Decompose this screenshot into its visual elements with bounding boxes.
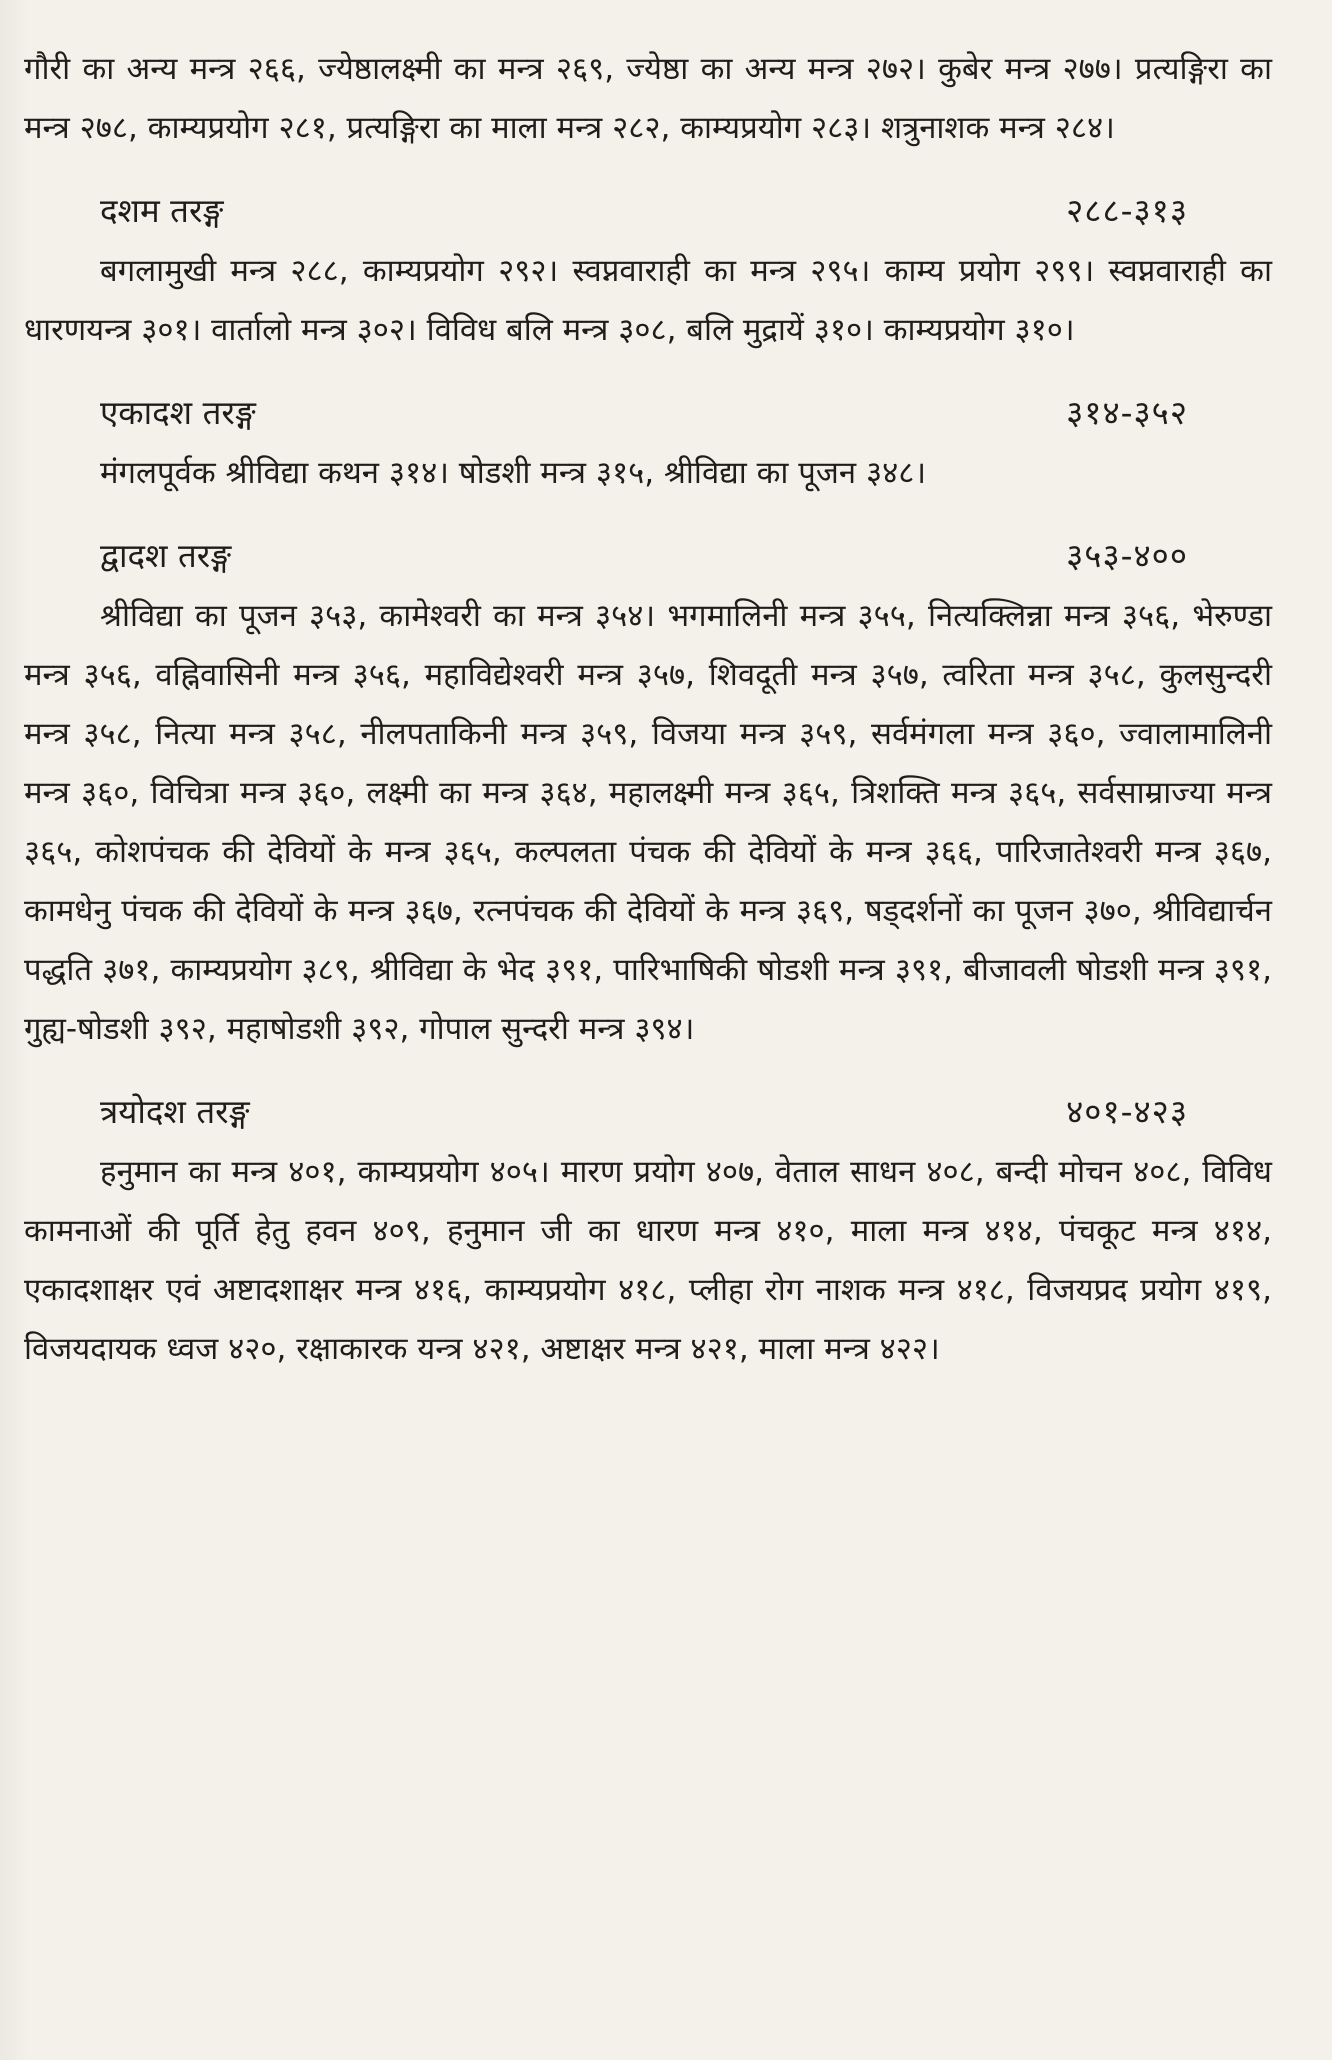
section-paragraph: हनुमान का मन्त्र ४०१, काम्यप्रयोग ४०५। मारण प्रयोग ४०७, वेताल साधन ४०८, बन्दी मोचन ४०८, विविध कामनाओं की पूर्ति हेतु हवन ४०९, हनुमान जी का धारण मन्त्र ४१०, माला मन्त्र ४१४, पंचकूट मन्त्र ४१४, एकादशाक्षर एवं अष्टादशाक्षर मन्त्र ४१६, काम्यप्रयोग ४१८, प्लीहा रोग नाशक मन्त्र ४१८, विजयप्रद प्रयोग ४१९, विजयदायक ध्वज ४२०, रक्षाकारक यन्त्र ४२१, अष्टाक्षर मन्त्र ४२१, माला मन्त्र ४२२। [24,1154,1272,1367]
section-title: दशम तरङ्ग [100,191,224,230]
section-heading [24,527,1272,585]
section-title: द्वादश तरङ्ग [100,536,232,575]
section-title: त्रयोदश तरङ्ग [100,1092,250,1131]
section-heading [24,1083,1272,1141]
section-paragraph: श्रीविद्या का पूजन ३५३, कामेश्वरी का मन्त्र ३५४। भगमालिनी मन्त्र ३५५, नित्यक्लिन्ना मन्त्र ३५६, भेरुण्डा मन्त्र ३५६, वह्निवासिनी मन्त्र ३५६, महाविद्येश्वरी मन्त्र ३५७, शिवदूती मन्त्र ३५७, त्वरिता मन्त्र ३५८, कुलसुन्दरी मन्त्र ३५८, नित्या मन्त्र ३५८, नीलपताकिनी मन्त्र ३५९, विजया मन्त्र ३५९, सर्वमंगला मन्त्र ३६०, ज्वालामालिनी मन्त्र ३६०, विचित्रा मन्त्र ३६०, लक्ष्मी का मन्त्र ३६४, महालक्ष्मी मन्त्र ३६५, त्रिशक्ति मन्त्र ३६५, सर्वसाम्राज्या मन्त्र ३६५, कोशपंचक की देवियों के मन्त्र ३६५, कल्पलता पंचक की देवियों के मन्त्र ३६६, पारिजातेश्वरी मन्त्र ३६७, कामधेनु पंचक की देवियों के मन्त्र ३६७, रत्नपंचक की देवियों के मन्त्र ३६९, षड्दर्शनों का पूजन ३७०, श्रीविद्यार्चन पद्धति ३७१, काम्यप्रयोग ३८९, श्रीविद्या के भेद ३९१, पारिभाषिकी षोडशी मन्त्र ३९१, बीजावली षोडशी मन्त्र ३९१, गुह्य-षोडशी ३९२, महाषोडशी ३९२, गोपाल सुन्दरी मन्त्र ३९४। [24,598,1272,1047]
section-dwadash [24,527,1272,1059]
section-heading [24,384,1272,442]
page-range: ३१४-३५२ [1066,393,1188,432]
section-dasham [24,182,1272,360]
page-range: ३५३-४०० [1066,536,1188,575]
section-paragraph: बगलामुखी मन्त्र २८८, काम्यप्रयोग २९२। स्वप्नवाराही का मन्त्र २९५। काम्य प्रयोग २९९। स्वप्नवाराही का धारणयन्त्र ३०१। वार्तालो मन्त्र ३०२। विविध बलि मन्त्र ३०८, बलि मुद्रायें ३१०। काम्यप्रयोग ३१०। [24,253,1272,348]
section-paragraph: मंगलपूर्वक श्रीविद्या कथन ३१४। षोडशी मन्त्र ३१५, श्रीविद्या का पूजन ३४८। [100,455,927,491]
section-heading [24,182,1272,240]
page-range: ४०१-४२३ [1066,1092,1188,1131]
section-ekadash [24,384,1272,503]
section-title: एकादश तरङ्ग [100,393,256,432]
section-trayodash [24,1083,1272,1379]
page-range: २८८-३१३ [1066,191,1188,230]
intro-paragraph: गौरी का अन्य मन्त्र २६६, ज्येष्ठालक्ष्मी का मन्त्र २६९, ज्येष्ठा का अन्य मन्त्र २७२। कुबेर मन्त्र २७७। प्रत्यङ्गिरा का मन्त्र २७८, काम्यप्रयोग २८१, प्रत्यङ्गिरा का माला मन्त्र २८२, काम्यप्रयोग २८३। शत्रुनाशक मन्त्र २८४। [24,51,1272,146]
